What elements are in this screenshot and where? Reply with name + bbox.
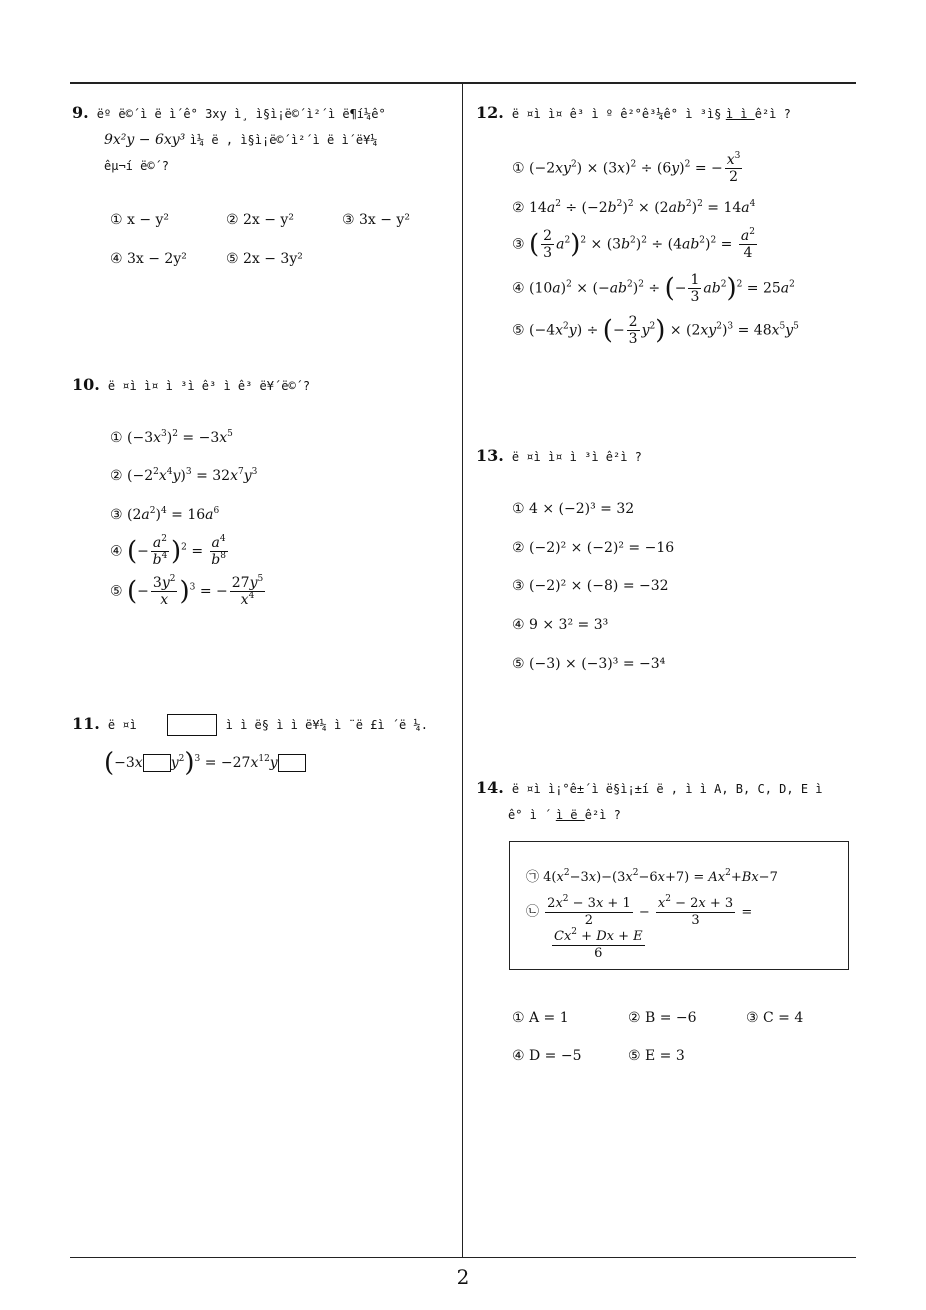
option-3[interactable]: ③ 3x − y² [342, 212, 410, 228]
expression: 9x²y − 6xy³ [104, 132, 186, 148]
question-12 [476, 100, 791, 127]
question-text: ë ¤ì ì¡°ê±´ì ë§ì¡±í ë , ì ì A, B, C, D, E ì [511, 782, 823, 796]
underlined-text: ì ë [555, 808, 585, 822]
option-1[interactable]: ① $(-3x^3)^2 = -3x^5$ [110, 429, 233, 446]
condition-a: ㉠ $4(x^2-3x)-(3x^2-6x+7) = Ax^2+Bx-7$ [526, 868, 778, 885]
question-number: 9. [72, 103, 89, 122]
option-1[interactable]: ① A = 1 [512, 1010, 569, 1026]
option-2[interactable]: ② 2x − y² [226, 212, 294, 228]
question-text: ë ¤ì ì¤ ì ³ì ê²ì ? [511, 450, 642, 464]
answer-box[interactable] [167, 714, 217, 736]
question-number: 12. [476, 103, 504, 122]
option-4[interactable]: ④ 3x − 2y² [110, 251, 187, 267]
question-text: ë ¤ì [107, 718, 137, 732]
option-4[interactable]: ④ 9 × 3² = 3³ [512, 617, 609, 633]
answer-box[interactable] [143, 754, 171, 772]
question-text: ê²ì ? [754, 107, 791, 121]
bottom-rule [70, 1257, 856, 1258]
column-divider [462, 82, 463, 1258]
question-9 [72, 100, 457, 179]
option-3[interactable]: ③ $(2a^2)^4 = 16a^6$ [110, 506, 220, 523]
question-number: 13. [476, 446, 504, 465]
condition-box [509, 841, 849, 970]
question-text: ì¼ ë , ì§ì¡ë©´ì²´ì ë ì´ë¥¼ [189, 133, 378, 147]
option-5[interactable]: ⑤ $(-4x^2y)$ ÷ (− $\frac{2}{3}$ $y^2) \times (2xy^2)^3 = 48x^5y^5$ [512, 314, 799, 347]
question-text: ê²ì ? [584, 808, 621, 822]
option-5[interactable]: ⑤ E = 3 [628, 1048, 685, 1064]
question-number: 11. [72, 714, 100, 733]
equation: (−3x $y^2)^3 = -27x^{12}y$ [104, 748, 306, 778]
option-5[interactable]: ⑤ (−3) × (−3)³ = −3⁴ [512, 656, 666, 672]
option-3[interactable]: ③ ( $\frac{2}{3}$ $a^2)^2 \times (3b^2)^2 \div (4ab^2)^2$ = $\frac{a^2}{4}$ [512, 227, 755, 261]
option-4[interactable]: ④ D = −5 [512, 1048, 582, 1064]
question-14 [476, 775, 856, 828]
option-1[interactable]: ① x − y² [110, 212, 170, 228]
option-1[interactable]: ① 4 × (−2)³ = 32 [512, 501, 635, 517]
question-text: ê° ì ´ [508, 808, 552, 822]
option-4[interactable]: ④ (− $\frac{a^2}{b^4}$ )$^2$ = $\frac{a^4}{b^8}$ [110, 534, 226, 568]
top-rule [70, 82, 856, 84]
question-number: 10. [72, 375, 100, 394]
option-4[interactable]: ④ $(10a)^2 \times (-ab^2)^2$ ÷ (− $\frac{1}{3}$ $ab^2)^2 = 25a^2$ [512, 272, 795, 305]
question-number: 14. [476, 778, 504, 797]
question-text: ë ¤ì ì¤ ì ³ì ê³ ì ê³ ë¥´ë©´? [107, 379, 311, 393]
question-text: ì ì ë§ ì ì ë¥¼ ì ¨ë £ì ´ë ¼. [225, 718, 428, 732]
option-1[interactable]: ① $(-2xy^2) \times (3x)^2 \div (6y)^2$ = − $\frac{x^3}{2}$ [512, 151, 741, 185]
condition-b: ㉡ $\frac{2x^2 - 3x + 1}{2}$ − $\frac{x^2 - 2x + 3}{3}$ = $\frac{Cx^2 + Dx + E}{6}$ [526, 894, 753, 961]
option-2[interactable]: ② (−2)² × (−2)² = −16 [512, 540, 675, 556]
question-text: ëº ë©´ì ë ì´ê° 3xy ì¸ ì§ì¡ë©´ì²´ì ë¶í¼ê° [96, 107, 386, 121]
option-3[interactable]: ③ (−2)² × (−8) = −32 [512, 578, 669, 594]
question-text: ë ¤ì ì¤ ê³ ì º ê²°ê³¼ê° ì ³ì§ [511, 107, 722, 121]
question-text: êµ¬í ë©´? [104, 159, 170, 173]
question-11 [72, 711, 428, 738]
question-13 [476, 443, 642, 470]
option-5[interactable]: ⑤ 2x − 3y² [226, 251, 303, 267]
option-3[interactable]: ③ C = 4 [746, 1010, 804, 1026]
option-5[interactable]: ⑤ (− $\frac{3y^2}{x}$ )$^3$ = − $\frac{27y^5}{x^4}$ [110, 574, 264, 608]
option-2[interactable]: ② B = −6 [628, 1010, 697, 1026]
answer-box[interactable] [278, 754, 306, 772]
question-10 [72, 372, 310, 399]
underlined-text: ì ì [725, 107, 755, 121]
option-2[interactable]: ② $14a^2 \div (-2b^2)^2 \times (2ab^2)^2 = 14a^4$ [512, 199, 756, 216]
page-number: 2 [456, 1265, 470, 1289]
option-2[interactable]: ② $(-2^2x^4y)^3 = 32x^7y^3$ [110, 467, 258, 484]
